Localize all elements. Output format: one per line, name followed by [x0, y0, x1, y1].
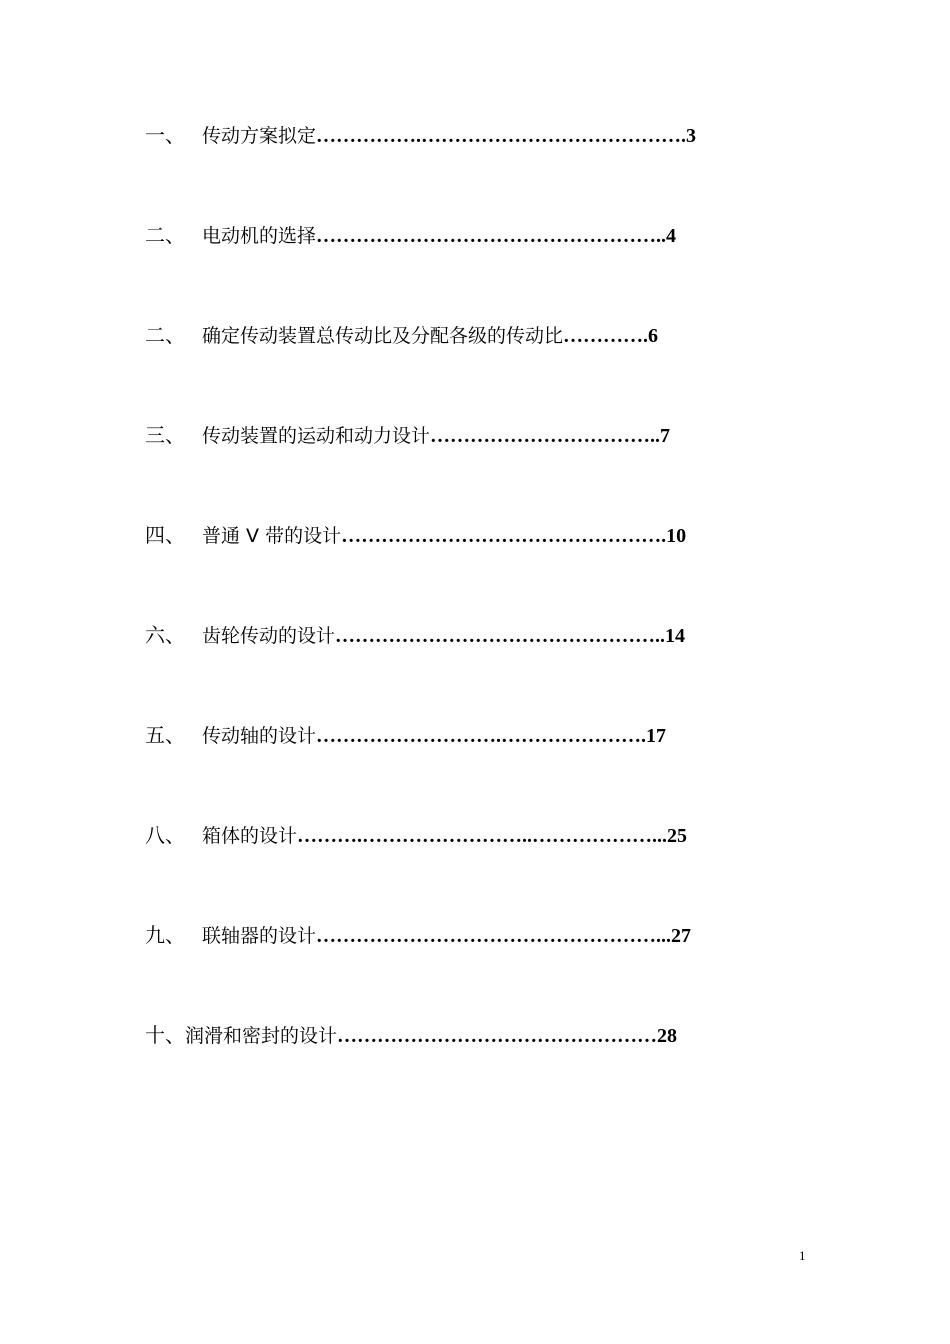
- toc-entry-leader: …………………………………………: [337, 1025, 658, 1047]
- toc-entry-page: 10: [666, 525, 687, 547]
- toc-entry-leader: ………….: [563, 325, 649, 347]
- toc-entry-title: 传动方案拟定: [202, 125, 317, 147]
- toc-entry-number: 二、: [145, 323, 185, 347]
- toc-entry-title: 齿轮传动的设计: [202, 625, 336, 647]
- toc-entry-number: 四、: [145, 523, 185, 547]
- toc-entry: [145, 815, 687, 855]
- toc-entry-page: 6: [648, 325, 659, 347]
- toc-entry-page: 7: [660, 425, 671, 447]
- toc-entry-leader: ………………………………………….: [341, 525, 667, 547]
- toc-entry-leader: ……………………………..: [430, 425, 661, 447]
- toc-entry: [145, 615, 685, 655]
- toc-entry-title: 传动装置的运动和动力设计: [202, 425, 431, 447]
- toc-entry-number: 八、: [145, 823, 185, 847]
- toc-entry-leader: …………………………………………..: [335, 625, 666, 647]
- toc-entry-title: 联轴器的设计: [202, 925, 317, 947]
- toc-entry-number: 三、: [145, 423, 185, 447]
- toc-entry: [145, 415, 670, 455]
- toc-entry: [145, 215, 676, 255]
- toc-entry-page: 25: [667, 825, 688, 847]
- toc-entry: [145, 715, 666, 755]
- toc-entry-leader: ……………………….………………….: [316, 725, 647, 747]
- toc-entry-number: 一、: [145, 123, 185, 147]
- toc-entry-title: 电动机的选择: [202, 225, 317, 247]
- toc-entry-page: 17: [646, 725, 667, 747]
- toc-entry-leader: ……………………………………………...: [316, 925, 672, 947]
- toc-entry: [145, 315, 658, 355]
- toc-entry-page: 14: [665, 625, 686, 647]
- footer-page-number: 1: [799, 1248, 806, 1263]
- toc-entry-number: 十、: [145, 1023, 185, 1047]
- toc-entry-leader: ……………………………………………..: [316, 225, 667, 247]
- toc-entry-title: 普通 V 带的设计: [202, 525, 342, 547]
- toc-entry-leader: …………….………………………………….: [316, 125, 687, 147]
- toc-entry-title: 确定传动装置总传动比及分配各级的传动比: [202, 325, 564, 347]
- toc-entry-title: 传动轴的设计: [202, 725, 317, 747]
- toc-entry-page: 4: [666, 225, 677, 247]
- toc-entry-page: 27: [671, 925, 692, 947]
- toc-entry-leader: ……….……………………..………………...: [297, 825, 668, 847]
- toc-entry-number: 五、: [145, 723, 185, 747]
- toc-entry-number: 九、: [145, 923, 185, 947]
- toc-entry-title: 润滑和密封的设计: [185, 1025, 338, 1047]
- toc-entry: [145, 915, 691, 955]
- toc-entry-title: 箱体的设计: [202, 825, 298, 847]
- toc-entry: [145, 515, 686, 555]
- toc-entry-number: 六、: [145, 623, 185, 647]
- toc-entry-page: 28: [657, 1025, 678, 1047]
- toc-entry-number: 二、: [145, 223, 185, 247]
- toc-entry: [145, 1015, 677, 1055]
- toc-entry-page: 3: [686, 125, 697, 147]
- toc-entry: [145, 115, 696, 155]
